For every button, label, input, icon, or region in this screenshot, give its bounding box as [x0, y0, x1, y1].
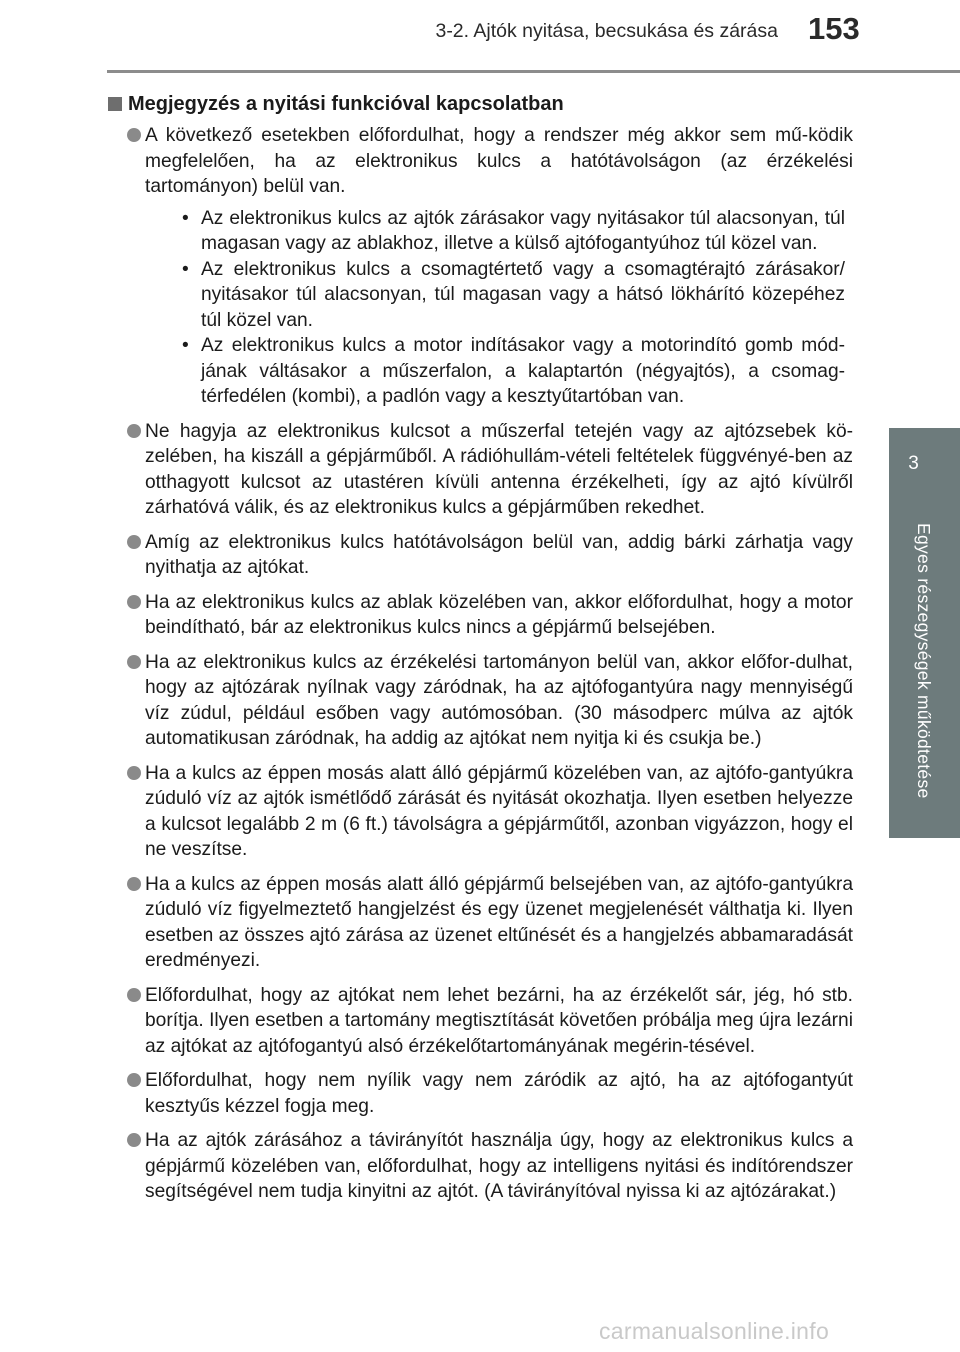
note-paragraph — [108, 1068, 853, 1119]
section-heading-text: Megjegyzés a nyitási funkcióval kapcsolatban — [128, 93, 564, 115]
circle-bullet-icon — [127, 877, 141, 891]
sub-list-item — [182, 257, 853, 334]
paragraph-text: Ha az ajtók zárásához a távirányítót használja úgy, hogy az elektronikus kulcs a gépjármű közelében van, előfordulhat, hogy az intelligens nyitási és indítórendszer segítségével nem tudja kinyitni az ajtót. (A távirányítóval nyissa ki az ajtózárakat.) — [145, 1130, 853, 1202]
dot-bullet-icon: • — [182, 207, 189, 229]
note-paragraph — [108, 872, 853, 974]
page-header — [0, 0, 960, 72]
circle-bullet-icon — [127, 766, 141, 780]
page-number: 153 — [808, 11, 860, 46]
site-watermark: carmanualsonline.info — [599, 1318, 830, 1344]
sub-list — [145, 206, 853, 410]
chapter-side-tab — [889, 428, 960, 838]
header-rule — [107, 70, 960, 73]
section-heading — [108, 90, 853, 118]
note-paragraph — [108, 983, 853, 1060]
square-bullet-icon — [108, 97, 122, 111]
paragraph-text: Előfordulhat, hogy az ajtókat nem lehet bezárni, ha az érzékelőt sár, jég, hó stb. borítja. Ilyen esetben a tartomány megtisztítását követően próbálja meg újra lezárni az ajtókat az ajtófogantyú alsó érzékelőtartományának megérin-tésével. — [145, 984, 853, 1057]
paragraph-text: Ha a kulcs az éppen mosás alatt álló gépjármű közelében van, az ajtófo-gantyúkra zúduló víz az ajtók ismétlődő zárását és nyitását okozhatja. Ilyen esetben helyezze a kulcsot legalább 2 m (6 ft.) távolságra a gépjárműtől, azonban vigyázzon, hogy el ne veszítse. — [145, 762, 853, 860]
sub-list-item — [182, 206, 853, 257]
note-paragraph — [108, 123, 853, 410]
sub-list-item-text: Az elektronikus kulcs az ajtók zárásakor vagy nyitásakor túl alacsonyan, túl magasan vagy az ablakhoz, illetve a külső ajtófogantyúhoz túl közel van. — [201, 207, 845, 254]
circle-bullet-icon — [127, 1133, 141, 1147]
paragraph-text: Ha az elektronikus kulcs az ablak közelében van, akkor előfordulhat, hogy a motor beindítható, bár az elektronikus kulcs nincs a gépjármű belsejében. — [145, 591, 853, 638]
sub-list-item-text: Az elektronikus kulcs a csomagtértető vagy a csomagtérajtó zárásakor/ nyitásakor túl alacsonyan, túl magasan vagy a hátsó lökhárító közepéhez túl közel van. — [201, 258, 845, 331]
circle-bullet-icon — [127, 595, 141, 609]
circle-bullet-icon — [127, 655, 141, 669]
circle-bullet-icon — [127, 128, 141, 142]
note-paragraph — [108, 530, 853, 581]
dot-bullet-icon: • — [182, 258, 189, 280]
circle-bullet-icon — [127, 424, 141, 438]
circle-bullet-icon — [127, 1073, 141, 1087]
section-title: 3-2. Ajtók nyitása, becsukása és zárása — [435, 20, 778, 42]
paragraph-text: Előfordulhat, hogy nem nyílik vagy nem záródik az ajtó, ha az ajtófogantyút kesztyűs kézzel fogja meg. — [145, 1070, 853, 1117]
note-paragraph — [108, 590, 853, 641]
dot-bullet-icon: • — [182, 335, 189, 356]
page-content — [108, 90, 853, 1214]
chapter-number: 3 — [908, 453, 919, 474]
paragraph-text: Ne hagyja az elektronikus kulcsot a műszerfal tetején vagy az ajtózsebek kö-zelében, ha kiszáll a gépjárműből. A rádióhullám-vételi feltételek függvényé-ben az otthagyott kulcsot az utastéren kívüli antenna érzékelheti, így az ajtó kívülről zárhatóvá válik, és az elektronikus kulcs a gépjárműben rekedhet. — [145, 420, 853, 518]
paragraph-text: A következő esetekben előfordulhat, hogy a rendszer még akkor sem mű-ködik megfelelően, ha az elektronikus kulcs a hatótávolságon (az érzékelési tartományon) belül van. — [145, 125, 853, 197]
paragraph-text: Amíg az elektronikus kulcs hatótávolságon belül van, addig bárki zárhatja vagy nyithatja az ajtókat. — [145, 531, 853, 578]
chapter-title: Egyes részegységek működtetése — [914, 523, 934, 799]
paragraph-text: Ha a kulcs az éppen mosás alatt álló gépjármű belsejében van, az ajtófo-gantyúkra zúduló víz figyelmeztető hangjelzést és egy üzenet megjelenését válthatja ki. Ilyen esetben az összes ajtó zárása az üzenet eltűnését és a hangjelzés abbamaradását eredményezi. — [145, 873, 853, 971]
sub-list-item-text: Az elektronikus kulcs a motor indításakor vagy a motorindító gomb mód-jának váltásakor a műszerfalon, a kalaptartón (négyajtós), a csomag-térfedélen (kombi), a padlón vagy a kesztyűtartóban van. — [201, 335, 845, 407]
circle-bullet-icon — [127, 535, 141, 549]
paragraph-text: Ha az elektronikus kulcs az érzékelési tartományon belül van, akkor előfor-dulhat, hogy az ajtózárak nyílnak vagy záródnak, ha az ajtófogantyúra nagy mennyiségű víz zúdul, például esőben vagy autómosóban. (30 másodperc múlva az ajtók automatikusan záródnak, ha addig az ajtókat nem nyitja ki és csukja be.) — [145, 651, 853, 749]
note-paragraph — [108, 650, 853, 752]
note-paragraph — [108, 1128, 853, 1205]
note-paragraph — [108, 419, 853, 521]
circle-bullet-icon — [127, 988, 141, 1002]
note-paragraph — [108, 761, 853, 863]
sub-list-item — [182, 333, 853, 410]
